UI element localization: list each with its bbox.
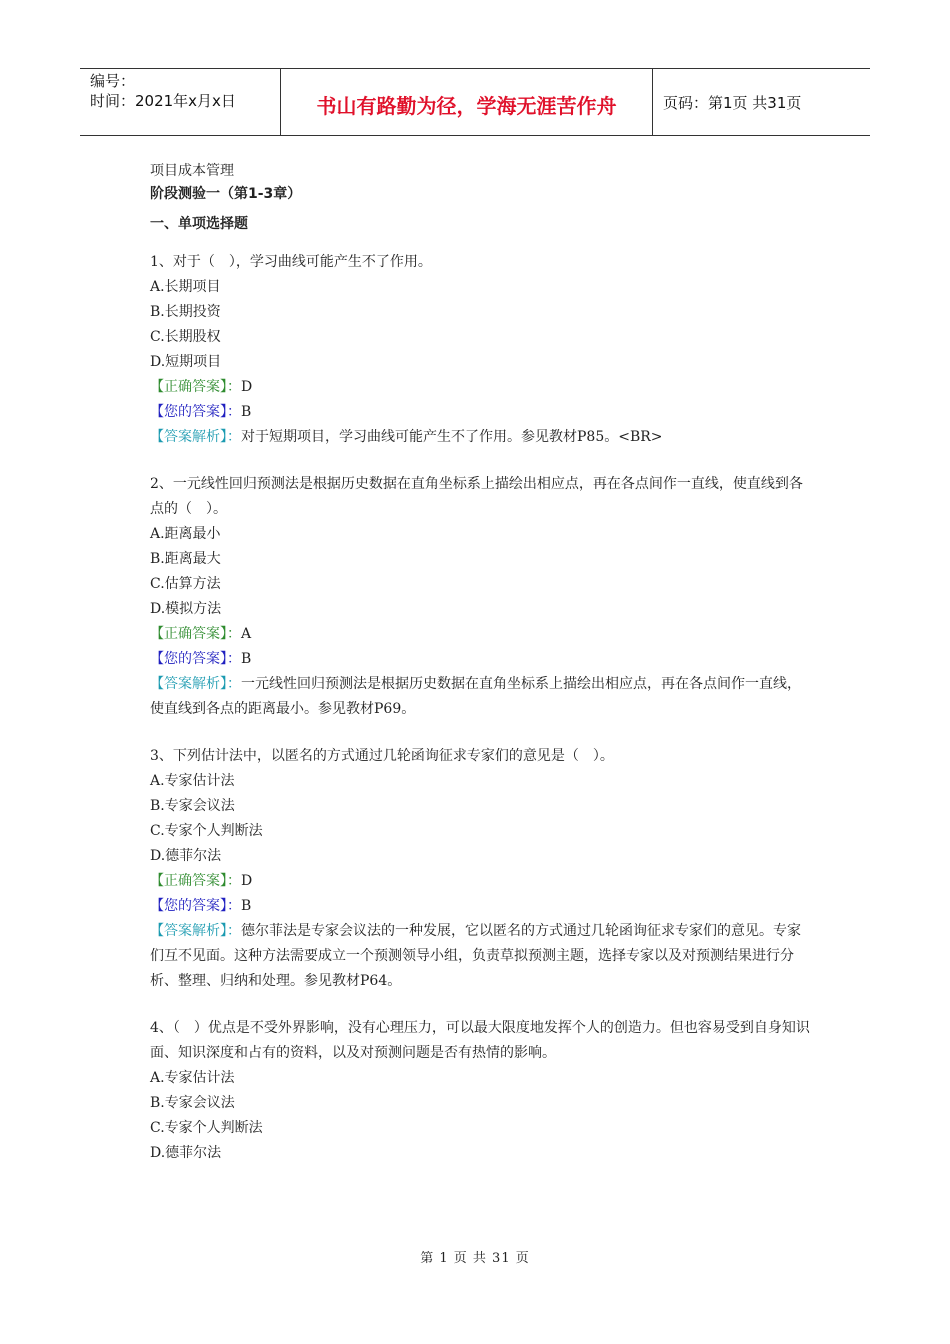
- correct-answer-value: D: [241, 873, 253, 889]
- correct-answer: [150, 869, 810, 894]
- header-page-info: 页码：第1页 共31页: [663, 93, 802, 112]
- stage-title: 阶段测验一（第1-3章）: [150, 186, 302, 202]
- option-c: C.估算方法: [150, 576, 221, 592]
- answer-analysis: [150, 919, 810, 994]
- answer-analysis: [150, 672, 810, 722]
- question-4: [150, 1016, 810, 1166]
- your-answer: [150, 647, 810, 672]
- section-title: 一、单项选择题: [150, 216, 248, 232]
- analysis-label: 【答案解析】：: [150, 676, 241, 692]
- correct-answer: [150, 375, 810, 400]
- question-stem: 3、下列估计法中，以匿名的方式通过几轮函询征求专家们的意见是（ ）。: [150, 748, 614, 764]
- analysis-text: 一元线性回归预测法是根据历史数据在直角坐标系上描绘出相应点，再在各点间作一直线，使直线到各点的距离最小。参见教材P69。: [150, 676, 801, 717]
- option-a: A.专家估计法: [150, 773, 235, 789]
- serial-label: 编号：: [90, 72, 136, 90]
- your-answer-label: 【您的答案】：: [150, 651, 241, 667]
- correct-answer-value: D: [241, 379, 253, 395]
- your-answer-label: 【您的答案】：: [150, 404, 241, 420]
- page-footer: 第 1 页 共 31 页: [420, 1251, 530, 1266]
- option-d: D.德菲尔法: [150, 848, 222, 864]
- option-c: C.长期股权: [150, 329, 221, 345]
- date-label: 时间：2021年x月x日: [90, 92, 236, 110]
- document-body: [150, 160, 810, 1166]
- header-motto: 书山有路勤为径，学海无涯苦作舟: [281, 69, 653, 135]
- question-stem: 1、对于（ ），学习曲线可能产生不了作用。: [150, 254, 432, 270]
- option-c: C.专家个人判断法: [150, 823, 263, 839]
- option-a: A.专家估计法: [150, 1070, 235, 1086]
- analysis-text: 德尔菲法是专家会议法的一种发展，它以匿名的方式通过几轮函询征求专家们的意见。专家们互不见面。这种方法需要成立一个预测领导小组，负责草拟预测主题，选择专家以及对预测结果进行分析、整理、归纳和处理。参见教材P64。: [150, 923, 801, 989]
- option-d: D.模拟方法: [150, 601, 222, 617]
- question-1: [150, 250, 810, 450]
- your-answer-value: B: [241, 404, 252, 420]
- analysis-label: 【答案解析】：: [150, 429, 241, 445]
- your-answer-value: B: [241, 898, 252, 914]
- your-answer: [150, 894, 810, 919]
- course-title: 项目成本管理: [150, 163, 234, 179]
- option-d: D.德菲尔法: [150, 1145, 222, 1161]
- analysis-label: 【答案解析】：: [150, 923, 241, 939]
- correct-answer-label: 【正确答案】：: [150, 873, 241, 889]
- analysis-text: 对于短期项目，学习曲线可能产生不了作用。参见教材P85。<BR>: [241, 429, 663, 445]
- question-3: [150, 744, 810, 994]
- correct-answer-label: 【正确答案】：: [150, 626, 241, 642]
- option-a: A.距离最小: [150, 526, 221, 542]
- option-b: B.长期投资: [150, 304, 221, 320]
- correct-answer-value: A: [241, 626, 252, 642]
- option-b: B.距离最大: [150, 551, 221, 567]
- page-header: [80, 68, 870, 136]
- question-stem: 4、（ ）优点是不受外界影响，没有心理压力，可以最大限度地发挥个人的创造力。但也容易受到自身知识面、知识深度和占有的资料，以及对预测问题是否有热情的影响。: [150, 1020, 810, 1061]
- question-stem: 2、一元线性回归预测法是根据历史数据在直角坐标系上描绘出相应点，再在各点间作一直线，使直线到各点的（ ）。: [150, 476, 803, 517]
- correct-answer-label: 【正确答案】：: [150, 379, 241, 395]
- option-c: C.专家个人判断法: [150, 1120, 263, 1136]
- header-meta: [80, 69, 281, 135]
- answer-analysis: [150, 425, 810, 450]
- question-2: [150, 472, 810, 722]
- your-answer: [150, 400, 810, 425]
- option-b: B.专家会议法: [150, 798, 235, 814]
- option-d: D.短期项目: [150, 354, 222, 370]
- correct-answer: [150, 622, 810, 647]
- option-a: A.长期项目: [150, 279, 221, 295]
- your-answer-value: B: [241, 651, 252, 667]
- your-answer-label: 【您的答案】：: [150, 898, 241, 914]
- option-b: B.专家会议法: [150, 1095, 235, 1111]
